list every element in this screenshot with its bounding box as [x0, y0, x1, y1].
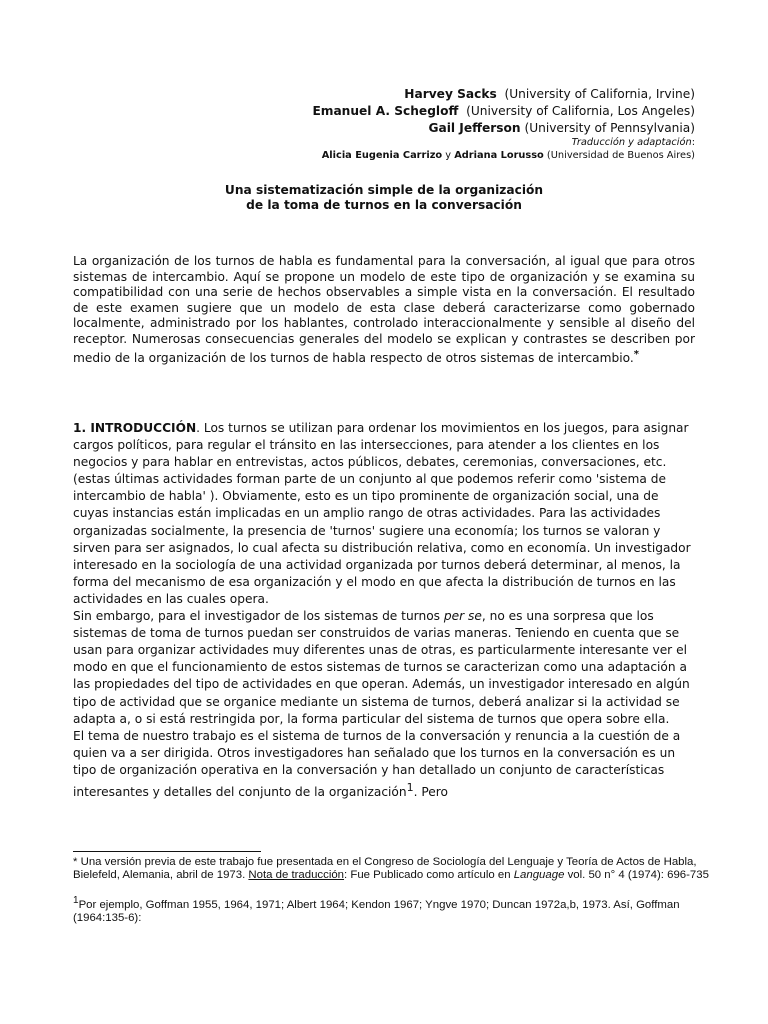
footnotes: [73, 856, 713, 926]
author-name: Harvey Sacks: [404, 87, 497, 101]
footnote: * Una versión previa de este trabajo fue presentada en el Congreso de Sociología del Lenguaje y Teoría de Actos de Habla, Bielefeld, Alemania, abril de 1973. Nota de traducción: Fue Publicado como artículo en Language vol. 50 n° 4 (1974): 696-735: [73, 856, 709, 882]
section-heading: 1. INTRODUCCIÓN: [73, 421, 197, 435]
author-line: [312, 103, 695, 120]
translation-label: Traducción y adaptación:: [571, 137, 695, 148]
author-line: [312, 86, 695, 103]
paragraph: El tema de nuestro trabajo es el sistema de turnos de la conversación y renuncia a la cuestión de a quien va a ser dirigida. Otros investigadores han señalado que los turnos en la conversación es un tipo de organización operativa en la conversación y han detallado un conjunto de características interesantes y detalles del conjunto de la organización$^1$. Pero: [73, 728, 681, 800]
abstract: [73, 254, 695, 367]
author-name: Gail Jefferson: [428, 121, 521, 135]
footnote-divider: [73, 851, 261, 852]
footnote-marker: *: [633, 349, 639, 360]
author-affiliation: (University of California, Los Angeles): [466, 104, 695, 118]
footnote-ref: 1: [406, 780, 414, 794]
section-introduction: [73, 420, 695, 801]
author-block: [312, 86, 695, 163]
paragraph: Sin embargo, para el investigador de los sistemas de turnos per se, no es una sorpresa que los sistemas de toma de turnos puedan ser construidos de varias maneras. Teniendo en cuenta que se usan para organizar actividades muy diferentes unas de otras, es particularmente interesante ver el modo en que el funcionamiento de estos sistemas de turnos se caracterizan como una adaptación a las propiedades del tipo de actividades en que operan. Además, un investigador interesado en algún tipo de actividad que se organice mediante un sistema de turnos, deberá analizar si la actividad se adapta a, o si está restringida por, la forma particular del sistema de turnos que opera sobre ella.: [73, 609, 690, 726]
translator-affiliation: (Universidad de Buenos Aires): [546, 150, 695, 161]
translator-name: Alicia Eugenia Carrizo: [321, 150, 443, 161]
author-affiliation: (University of California, Irvine): [504, 87, 695, 101]
translator-name: Adriana Lorusso: [454, 150, 544, 161]
author-affiliation: (University of Pennsylvania): [524, 121, 695, 135]
author-line: [312, 120, 695, 137]
paper-title: Una sistematización simple de la organización de la toma de turnos en la conversación: [224, 183, 544, 212]
author-name: Emanuel A. Schegloff: [312, 104, 459, 118]
footnote-marker: 1: [73, 895, 79, 907]
abstract-text: La organización de los turnos de habla es fundamental para la conversación, al igual que para otros sistemas de intercambio. Aquí se propone un modelo de este tipo de organización y se examina su compatibilidad con una serie de hechos observables a simple vista en la conversación. El resultado de este examen sugiere que un modelo de esta clase deberá caracterizarse como gobernado localmente, administrado por los hablantes, controlado interaccionalmente y sensible al diseño del receptor. Numerosas consecuencias generales del modelo se explican y contrastes se describen por medio de la organización de los turnos de habla respecto de otros sistemas de intercambio.: [73, 254, 695, 366]
paragraph: 1. INTRODUCCIÓN. Los turnos se utilizan para ordenar los movimientos en los juegos, para asignar cargos políticos, para regular el tránsito en las intersecciones, para atender a los clientes en los negocios y para hablar en entrevistas, actos públicos, debates, ceremonias, conversaciones, etc. (estas últimas actividades forman parte de un conjunto al que podemos referir como 'sistema de intercambio de habla' ). Obviamente, esto es un tipo prominente de organización social, una de cuyas instancias están implicadas en un amplio rango de otras actividades. Para las actividades organizadas socialmente, la presencia de 'turnos' sugiere una economía; los turnos se valoran y sirven para ser asignados, lo cual afecta su distribución relativa, como en economía. Un investigador interesado en la sociología de una actividad organizada por turnos deberá determinar, al menos, la forma del mecanismo de esa organización y el modo en que afecta la distribución de turnos en las actividades en las cuales opera.: [73, 421, 691, 606]
footnote: $^1$Por ejemplo, Goffman 1955, 1964, 1971; Albert 1964; Kendon 1967; Yngve 1970; Duncan 1972a,b, 1973. Así, Goffman (1964:135-6):: [73, 895, 680, 925]
translators-line: Alicia Eugenia Carrizo y Adriana Lorusso (Universidad de Buenos Aires): [321, 150, 695, 161]
